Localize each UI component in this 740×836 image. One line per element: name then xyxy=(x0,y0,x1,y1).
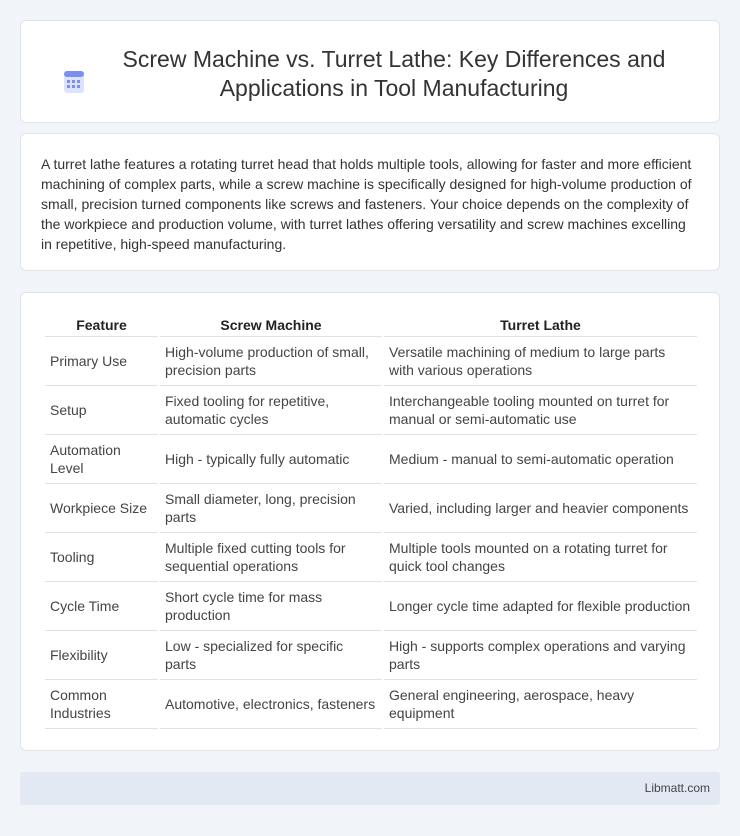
page-title: Screw Machine vs. Turret Lathe: Key Differences and Applications in Tool Manufacturing xyxy=(122,46,666,101)
screw-machine-cell: Low - specialized for specific parts xyxy=(160,631,382,680)
title-row xyxy=(21,21,719,103)
turret-lathe-cell: Varied, including larger and heavier components xyxy=(384,484,697,533)
turret-lathe-cell: Medium - manual to semi-automatic operation xyxy=(384,435,697,484)
feature-cell: Primary Use xyxy=(45,337,158,386)
screw-machine-cell: Multiple fixed cutting tools for sequential operations xyxy=(160,533,382,582)
table-header-row xyxy=(45,313,697,337)
screw-machine-cell: High-volume production of small, precision parts xyxy=(160,337,382,386)
feature-cell: Common Industries xyxy=(45,680,158,729)
turret-lathe-cell: Interchangeable tooling mounted on turret for manual or semi-automatic use xyxy=(384,386,697,435)
table-row xyxy=(45,631,697,680)
table-row xyxy=(45,582,697,631)
intro-paragraph: A turret lathe features a rotating turret head that holds multiple tools, allowing for faster and more efficient machining of complex parts, while a screw machine is specifically designed for high-volume production of small, precision turned components like screws and fasteners. Your choice depends on the complexity of the workpiece and production volume, with turret lathes offering versatility and screw machines excelling in repetitive, high-speed manufacturing. xyxy=(41,156,692,252)
document-icon xyxy=(61,69,87,95)
screw-machine-cell: Small diameter, long, precision parts xyxy=(160,484,382,533)
turret-lathe-cell: Versatile machining of medium to large parts with various operations xyxy=(384,337,697,386)
intro-card xyxy=(20,133,720,271)
feature-cell: Setup xyxy=(45,386,158,435)
table-row xyxy=(45,435,697,484)
screw-machine-cell: Fixed tooling for repetitive, automatic cycles xyxy=(160,386,382,435)
feature-cell: Cycle Time xyxy=(45,582,158,631)
title-card xyxy=(20,20,720,123)
comparison-card xyxy=(20,292,720,751)
feature-cell: Automation Level xyxy=(45,435,158,484)
screw-machine-cell: High - typically fully automatic xyxy=(160,435,382,484)
table-row xyxy=(45,337,697,386)
table-row xyxy=(45,680,697,729)
screw-machine-cell: Automotive, electronics, fasteners xyxy=(160,680,382,729)
feature-cell: Workpiece Size xyxy=(45,484,158,533)
header-screw-machine: Screw Machine xyxy=(160,313,382,337)
table-row xyxy=(45,484,697,533)
footer-site-link[interactable]: Libmatt.com xyxy=(644,781,710,795)
table-row xyxy=(45,533,697,582)
header-feature: Feature xyxy=(45,313,158,337)
footer-bar xyxy=(20,772,720,805)
screw-machine-cell: Short cycle time for mass production xyxy=(160,582,382,631)
turret-lathe-cell: Multiple tools mounted on a rotating turret for quick tool changes xyxy=(384,533,697,582)
turret-lathe-cell: Longer cycle time adapted for flexible production xyxy=(384,582,697,631)
table-row xyxy=(45,386,697,435)
turret-lathe-cell: General engineering, aerospace, heavy equipment xyxy=(384,680,697,729)
feature-cell: Tooling xyxy=(45,533,158,582)
feature-cell: Flexibility xyxy=(45,631,158,680)
comparison-table xyxy=(43,313,699,729)
header-turret-lathe: Turret Lathe xyxy=(384,313,697,337)
turret-lathe-cell: High - supports complex operations and varying parts xyxy=(384,631,697,680)
